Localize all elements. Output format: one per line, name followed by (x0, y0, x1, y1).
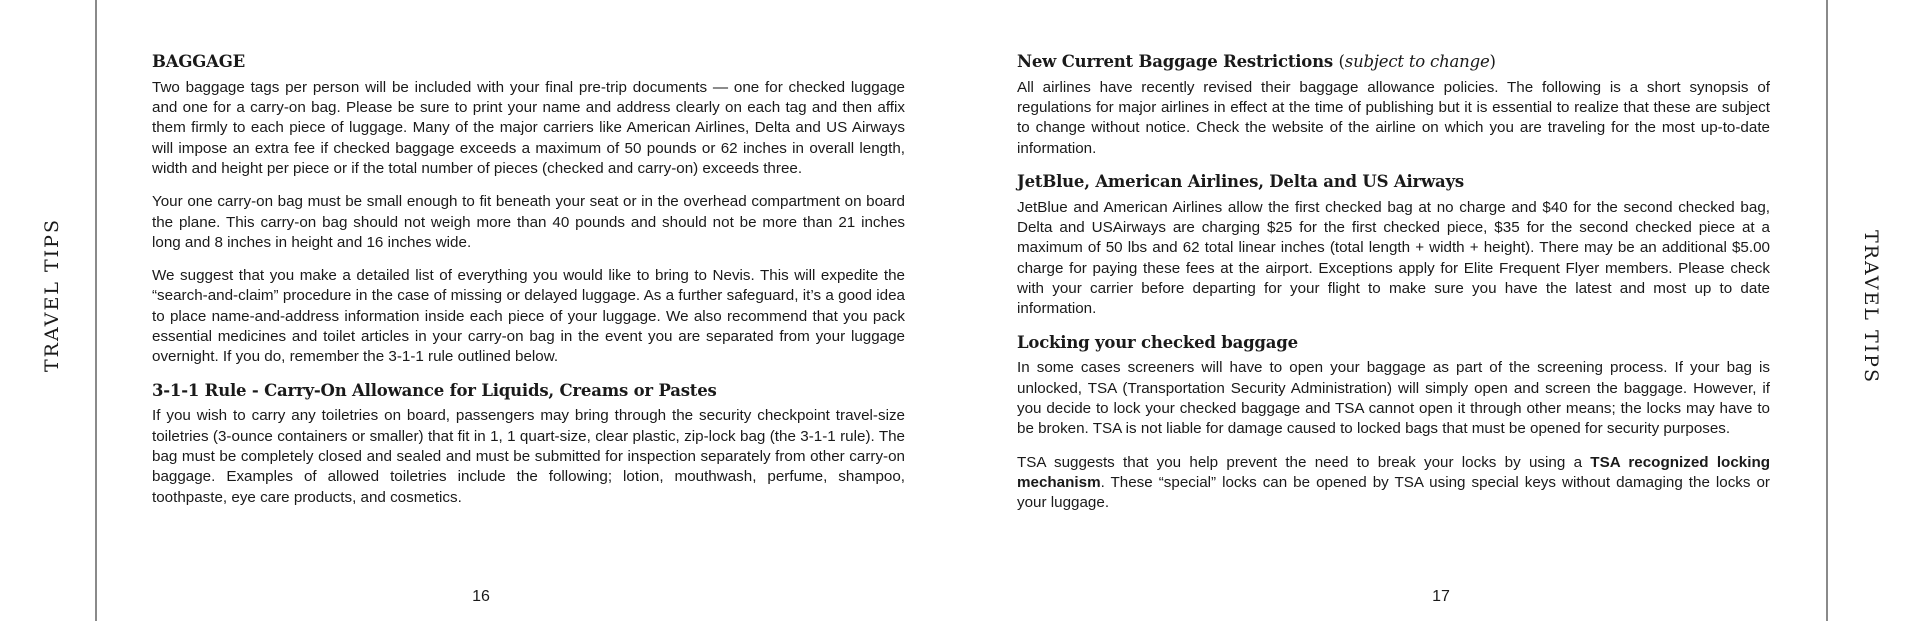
locking-paragraph: In some cases screeners will have to open your baggage as part of the screening process. If your bag is unlocked, TSA (Transportation Security Administration) will simply open and screen the baggage. However, if you decide to lock your checked baggage and TSA cannot open it through other means; the locks may have to be broken. TSA is not liable for damage caused to locked bags that must be opened for security purposes. (1017, 359, 1770, 438)
locking-heading: Locking your checked baggage (1017, 332, 1298, 352)
baggage-paragraph: Your one carry-on bag must be small enough to fit beneath your seat or in the overhead compartment on board the plane. This carry-on bag should not weigh more than 40 pounds and should not be more than 21 inches long and 8 inches in height and 16 inches wide. (152, 193, 905, 251)
airlines-heading: JetBlue, American Airlines, Delta and US Airways (1017, 171, 1464, 191)
right-margin-rule (1826, 0, 1828, 621)
right-page-column (1017, 52, 1770, 526)
restrictions-heading-open-paren: ( (1338, 52, 1345, 71)
baggage-paragraph: We suggest that you make a detailed list of everything you would like to bring to Nevis. This will expedite the “search-and-claim” procedure in the case of missing or delayed luggage. As a further safeguard, it’s a good idea to place name-and-address information inside each piece of your luggage. We also recommend that you pack essential medicines and toilet articles in your carry-on bag in the event you are separated from your luggage overnight. If you do, remember the 3-1-1 rule outlined below. (152, 267, 905, 366)
restrictions-heading-note: subject to change (1344, 52, 1490, 71)
restrictions-heading-title: New Current Baggage Restrictions (1017, 52, 1333, 71)
locking-paragraph-tsa-start: TSA suggests that you help prevent the need to break your locks by using a (1017, 453, 1591, 471)
baggage-paragraph: Two baggage tags per person will be included with your final pre-trip documents — one for checked luggage and one for a carry-on bag. Please be sure to print your name and address clearly on each tag and then affix them firmly to each piece of luggage. Many of the major carriers like American Airlines, Delta and US Airways will impose an extra fee if checked baggage exceeds a maximum of 50 pounds or 62 inches in overall length, width and height per piece or if the total number of pieces (checked and carry-on) exceeds three. (152, 78, 905, 177)
locking-paragraph-tsa (1017, 453, 1770, 514)
locking-paragraph-tsa-end: . These “special” locks can be opened by TSA using special keys without damaging the locks or your luggage. (1017, 473, 1770, 512)
left-page-column (152, 52, 905, 521)
side-label-left: TRAVEL TIPS (41, 218, 63, 372)
rule-311-heading: 3-1-1 Rule - Carry-On Allowance for Liquids, Creams or Pastes (152, 380, 717, 400)
side-label-right: TRAVEL TIPS (1860, 230, 1882, 384)
page-number-left: 16 (472, 588, 490, 605)
page-number-right: 17 (1432, 588, 1450, 605)
tsa-locking-mechanism-emphasis: TSA recognized locking mechanism (1017, 453, 1770, 491)
restrictions-heading-close-paren: ) (1489, 52, 1496, 71)
baggage-heading: BAGGAGE (152, 52, 245, 71)
airlines-paragraph: JetBlue and American Airlines allow the first checked bag at no charge and $40 for the second checked bag, Delta and USAirways are charging $25 for the first checked piece, $35 for the second checked piece at a maximum of 50 lbs and 62 total linear inches (total length + width + height). There may be an additional $5.00 charge for paying these fees at the airport. Exceptions apply for Elite Frequent Flyer members. Please check with your carrier before departing for your flight to make sure you have the latest and most up to date information. (1017, 198, 1770, 318)
restrictions-heading (1017, 52, 1770, 72)
rule-311-paragraph: If you wish to carry any toiletries on board, passengers may bring through the security checkpoint travel-size toiletries (3-ounce containers or smaller) that fit in 1, 1 quart-size, clear plastic, zip-lock bag (the 3-1-1 rule). The bag must be completely closed and sealed and must be submitted for inspection separately from other carry-on baggage. Examples of allowed toiletries include the following; lotion, mouthwash, perfume, shampoo, toothpaste, eye care products, and cosmetics. (152, 407, 905, 506)
left-margin-rule (95, 0, 97, 621)
restrictions-paragraph: All airlines have recently revised their baggage allowance policies. The following is a short synopsis of regulations for major airlines in effect at the time of publishing but it is essential to realize that these are subject to change without notice. Check the website of the airline on which you are traveling for the most up-to-date information. (1017, 78, 1770, 157)
